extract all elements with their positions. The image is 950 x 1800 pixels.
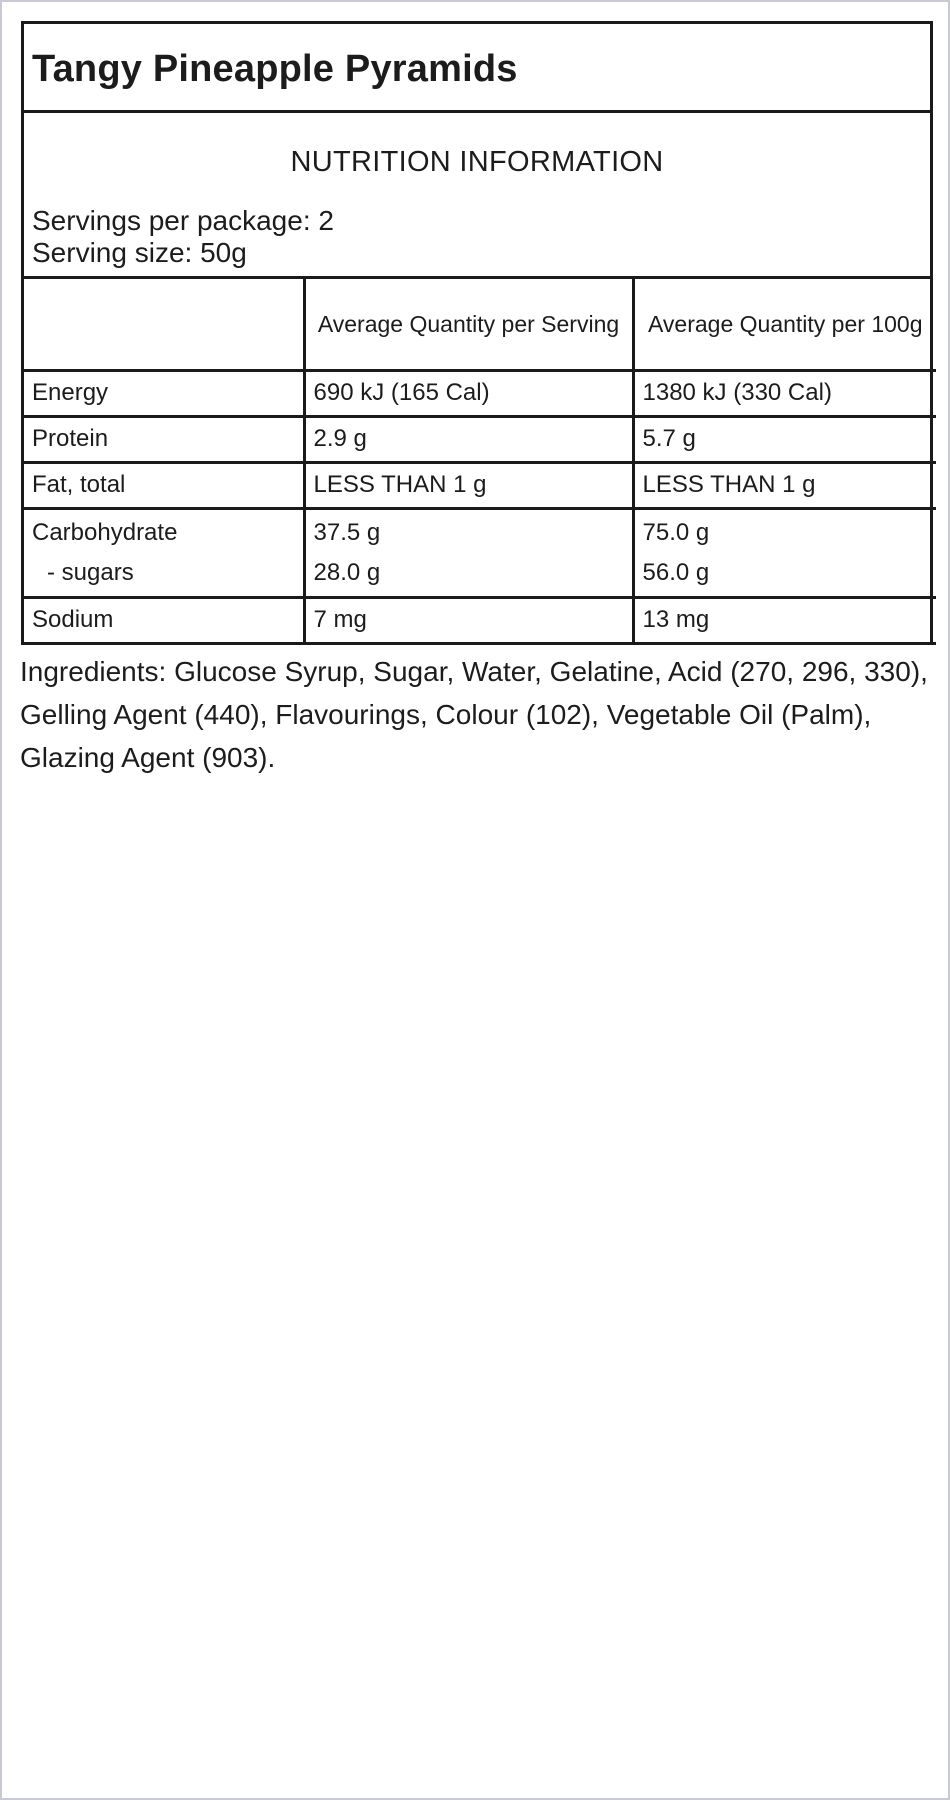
table-header-row xyxy=(24,279,936,370)
nutrition-table xyxy=(24,279,936,645)
header-cell-nutrient xyxy=(24,279,304,370)
per-100g-value: 5.7 g xyxy=(633,416,936,462)
nutrition-heading: NUTRITION INFORMATION xyxy=(290,146,664,178)
header-cell-per-serving: Average Quantity per Serving xyxy=(304,279,633,370)
servings-per-package: Servings per package: 2 xyxy=(32,205,334,236)
product-title: Tangy Pineapple Pyramids xyxy=(32,47,518,90)
title-row xyxy=(24,24,930,113)
per-serving-value: 2.9 g xyxy=(304,416,633,462)
per-100g-value: 75.0 g xyxy=(642,518,710,546)
per-100g-value: LESS THAN 1 g xyxy=(633,462,936,508)
nutrient-name: Carbohydrate xyxy=(32,518,178,546)
nutrient-subname: - sugars xyxy=(47,558,134,586)
nutrition-info-block xyxy=(24,113,930,279)
table-row-protein xyxy=(24,416,936,462)
nutrient-name: Fat, total xyxy=(24,462,304,508)
per-100g-value: 56.0 g xyxy=(642,558,710,586)
table-row-fat xyxy=(24,462,936,508)
per-100g-cell xyxy=(633,508,936,597)
serving-size: Serving size: 50g xyxy=(32,237,247,268)
per-serving-value: 690 kJ (165 Cal) xyxy=(304,370,633,416)
nutrition-label xyxy=(21,21,933,645)
table-row-energy xyxy=(24,370,936,416)
table-row-carbohydrate xyxy=(24,508,936,597)
per-serving-value: 37.5 g xyxy=(313,518,381,546)
nutrient-name: Energy xyxy=(24,370,304,416)
per-100g-value: 1380 kJ (330 Cal) xyxy=(633,370,936,416)
ingredients-text: Ingredients: Glucose Syrup, Sugar, Water, Gelatine, Acid (270, 296, 330), Gelling Agent (440), Flavourings, Colour (102), Vegetable Oil (Palm), Glazing Agent (903). xyxy=(20,656,928,773)
per-serving-value: LESS THAN 1 g xyxy=(304,462,633,508)
per-serving-cell xyxy=(304,508,633,597)
table-row-sodium xyxy=(24,597,936,643)
nutrient-name: Protein xyxy=(24,416,304,462)
per-100g-value: 13 mg xyxy=(633,597,936,643)
nutrient-name: Sodium xyxy=(24,597,304,643)
header-cell-per-100g: Average Quantity per 100g xyxy=(633,279,936,370)
nutrient-name-cell xyxy=(24,508,304,597)
per-serving-value: 7 mg xyxy=(304,597,633,643)
per-serving-value: 28.0 g xyxy=(313,558,381,586)
